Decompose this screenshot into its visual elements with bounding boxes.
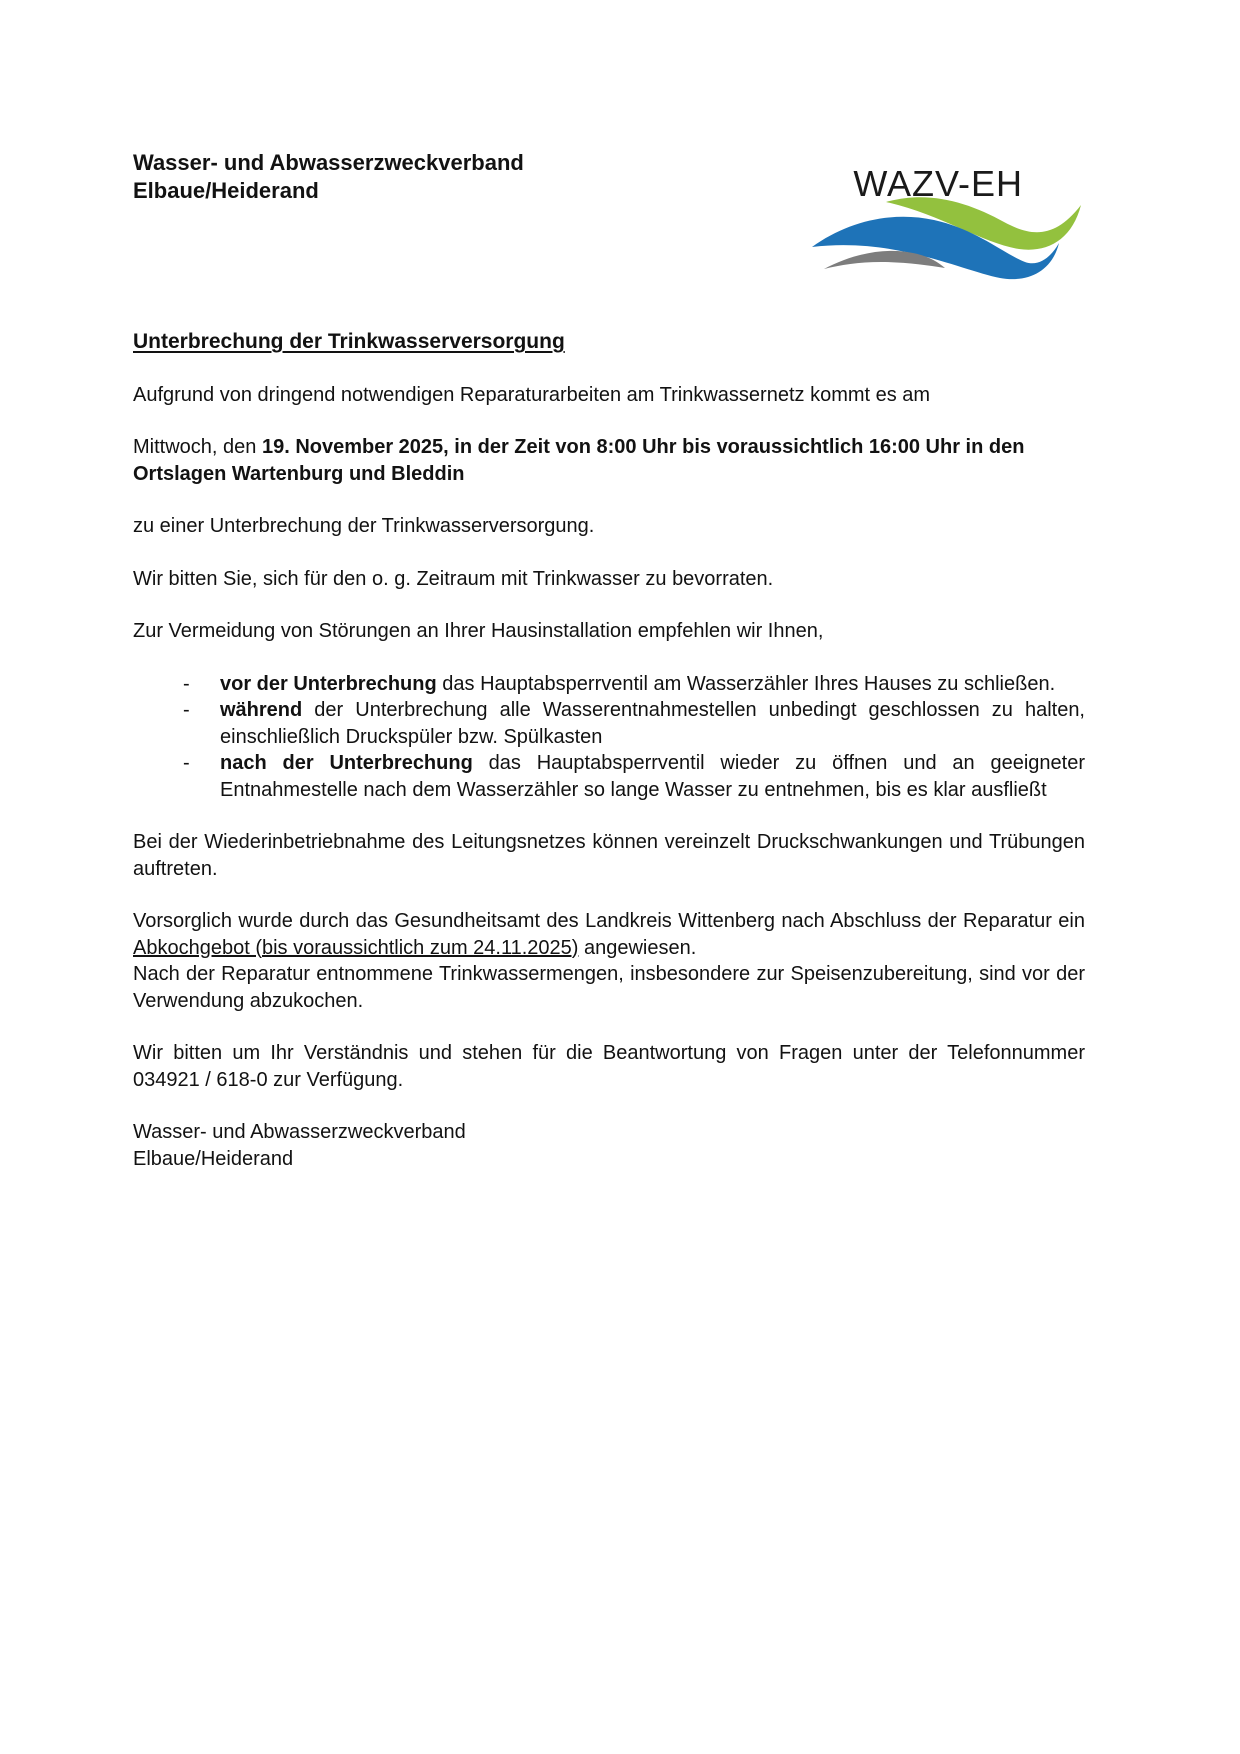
bullet-after-interruption [133,750,1085,803]
bullet-text [220,697,1085,750]
bullet-text [220,671,1085,698]
bullet-text [220,750,1085,803]
text-run: angewiesen. [578,936,697,959]
wazv-logo [780,150,1095,285]
text-run: Bei der Wiederinbetriebnahme des Leitungsnetzes können vereinzelt Druckschwankungen und Trübungen auftreten. [133,831,1085,880]
bold-text-run: vor der Unterbrechung [220,672,437,695]
bullet-during-interruption [133,697,1085,750]
text-run: Wir bitten um Ihr Verständnis und stehen für die Beantwortung von Fragen unter der Telefonnummer 034921 / 618-0 zur Verfügung. [133,1042,1085,1091]
bullet-before-interruption [133,671,1085,698]
text-run: das Hauptabsperrventil am Wasserzähler Ihres Hauses zu schließen. [436,672,1056,695]
recommissioning-paragraph [133,829,1085,882]
text-run: Vorsorglich wurde durch das Gesundheitsamt des Landkreis Wittenberg nach Abschluss der Reparatur ein [133,910,1085,932]
bullet-dash: - [183,672,190,695]
bullet-dash: - [183,699,190,721]
text-run: Nach der Reparatur entnommene Trinkwassermengen, insbesondere zur Speisenzubereitung, sind vor der Verwendung abzukochen. [133,963,1085,1012]
sender-line-1: Wasser- und Abwasserzweckverband [133,150,524,175]
paragraph-list [133,382,1085,1173]
stock-up-paragraph [133,566,1085,593]
underlined-text-run: Abkochgebot (bis voraussichtlich zum 24.11.2025) [133,936,579,959]
bullet-dash: - [183,752,190,774]
signature-block [133,1119,1085,1172]
text-run: Elbaue/Heiderand [133,1147,294,1170]
text-run: das Hauptabsperrventil wieder zu öffnen und an geeigneter Entnahmestelle nach dem Wasserzähler so lange Wasser zu entnehmen, bis es klar ausfließt [220,752,1085,801]
text-run: Wir bitten Sie, sich für den o. g. Zeitraum mit Trinkwasser zu bevorraten. [133,567,774,590]
contact-paragraph [133,1040,1085,1093]
bold-text-run: während [220,699,303,721]
date-paragraph [133,434,1085,487]
bold-text-run: 19. November 2025, in der Zeit von 8:00 Uhr bis voraussichtlich 16:00 Uhr in den Ortslagen Wartenburg und Bleddin [133,436,1025,485]
logo-wordmark: WAZV-EH [853,163,1023,204]
bold-text-run: nach der Unterbrechung [220,752,473,774]
sender-line-2: Elbaue/Heiderand [133,178,319,203]
intro-paragraph [133,382,1085,409]
sender-name [133,149,524,205]
boil-order-paragraph [133,908,1085,1014]
text-run: Zur Vermeidung von Störungen an Ihrer Hausinstallation empfehlen wir Ihnen, [133,620,824,642]
logo-graphic [780,150,1095,285]
interruption-paragraph [133,513,1085,540]
text-run: der Unterbrechung alle Wasserentnahmestellen unbedingt geschlossen zu halten, einschließlich Druckspüler bzw. Spülkasten [220,699,1085,748]
text-run: zu einer Unterbrechung der Trinkwasserversorgung. [133,515,595,537]
document-title: Unterbrechung der Trinkwasserversorgung [133,330,565,353]
text-run: Mittwoch, den [133,436,262,458]
text-run: Wasser- und Abwasserzweckverband [133,1121,466,1143]
letter-body [133,329,1085,1198]
text-run: Aufgrund von dringend notwendigen Reparaturarbeiten am Trinkwassernetz kommt es am [133,383,931,406]
recommendation-intro-paragraph [133,618,1085,645]
